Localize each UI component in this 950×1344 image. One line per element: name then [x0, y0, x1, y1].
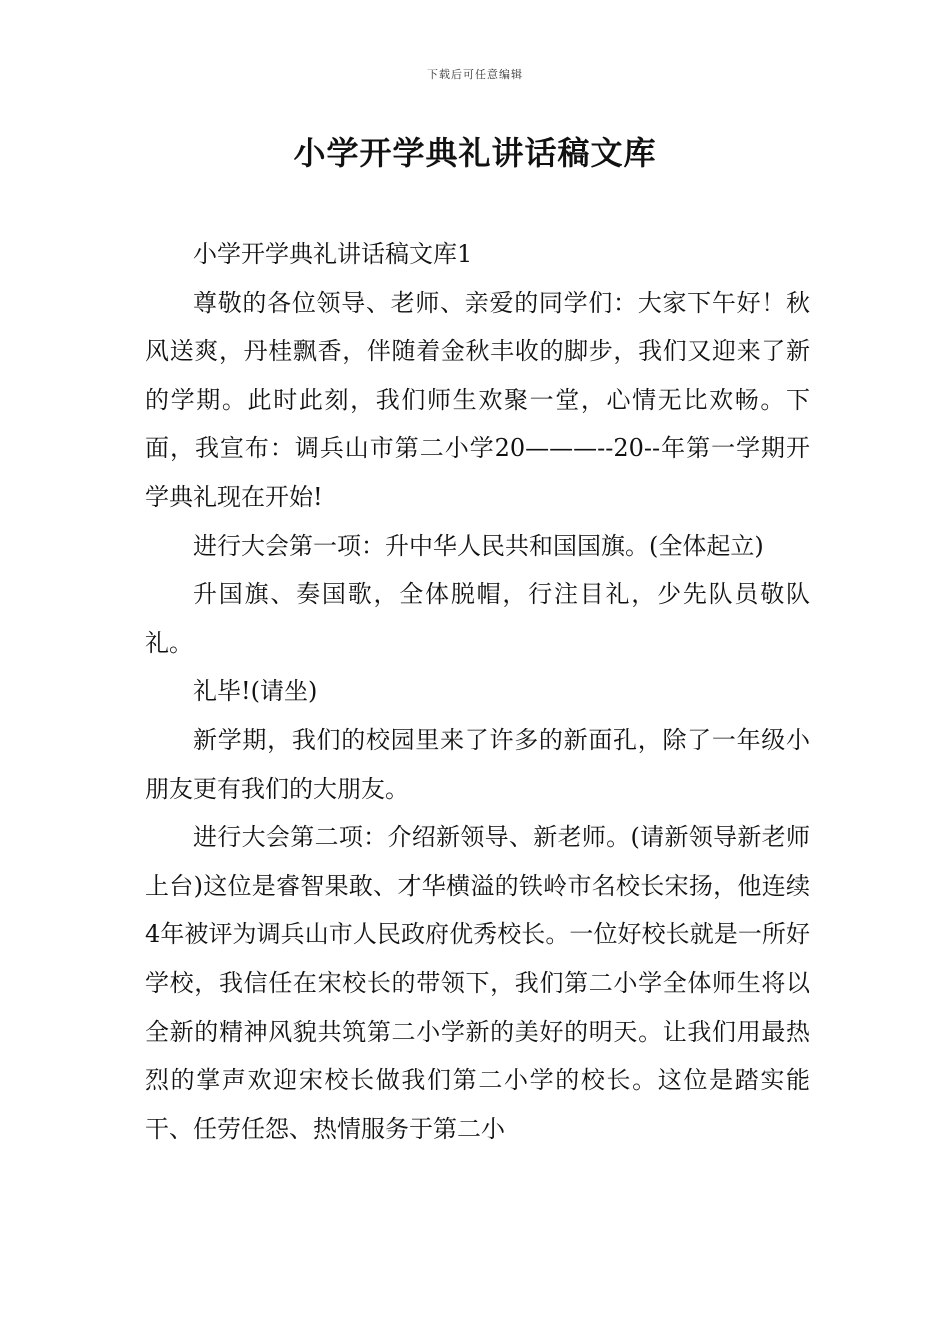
paragraph-new-faces: 新学期，我们的校园里来了许多的新面孔，除了一年级小朋友更有我们的大朋友。	[145, 725, 810, 803]
header-note: 下载后可任意编辑	[427, 68, 523, 81]
document-title: 小学开学典礼讲话稿文库	[293, 134, 657, 172]
paragraph-opening: 尊敬的各位领导、老师、亲爱的同学们：大家下午好！秋风送爽，丹桂飘香，伴随着金秋丰收的脚步，我们又迎来了新的学期。此时此刻，我们师生欢聚一堂，心情无比欢畅。下面，我宣布：调兵山市第二小学20———--20--年第一学期开学典礼现在开始!	[145, 288, 810, 511]
paragraph-subtitle: 小学开学典礼讲话稿文库1	[193, 240, 473, 268]
paragraph-introductions: 进行大会第二项：介绍新领导、新老师。(请新领导新老师上台)这位是睿智果敢、才华横溢的铁岭市名校长宋扬，他连续4年被评为调兵山市人民政府优秀校长。一位好校长就是一所好学校，我信任在宋校长的带领下，我们第二小学全体师生将以全新的精神风貌共筑第二小学新的美好的明天。让我们用最热烈的掌声欢迎宋校长做我们第二小学的校长。这位是踏实能干、任劳任怨、热情服务于第二小	[145, 823, 810, 1143]
paragraph-anthem: 升国旗、奏国歌，全体脱帽，行注目礼，少先队员敬队礼。	[145, 580, 810, 657]
document-body	[145, 230, 810, 1153]
paragraph-flag-raising: 进行大会第一项：升中华人民共和国国旗。(全体起立)	[193, 531, 764, 560]
paragraph-be-seated: 礼毕!(请坐)	[193, 677, 318, 706]
